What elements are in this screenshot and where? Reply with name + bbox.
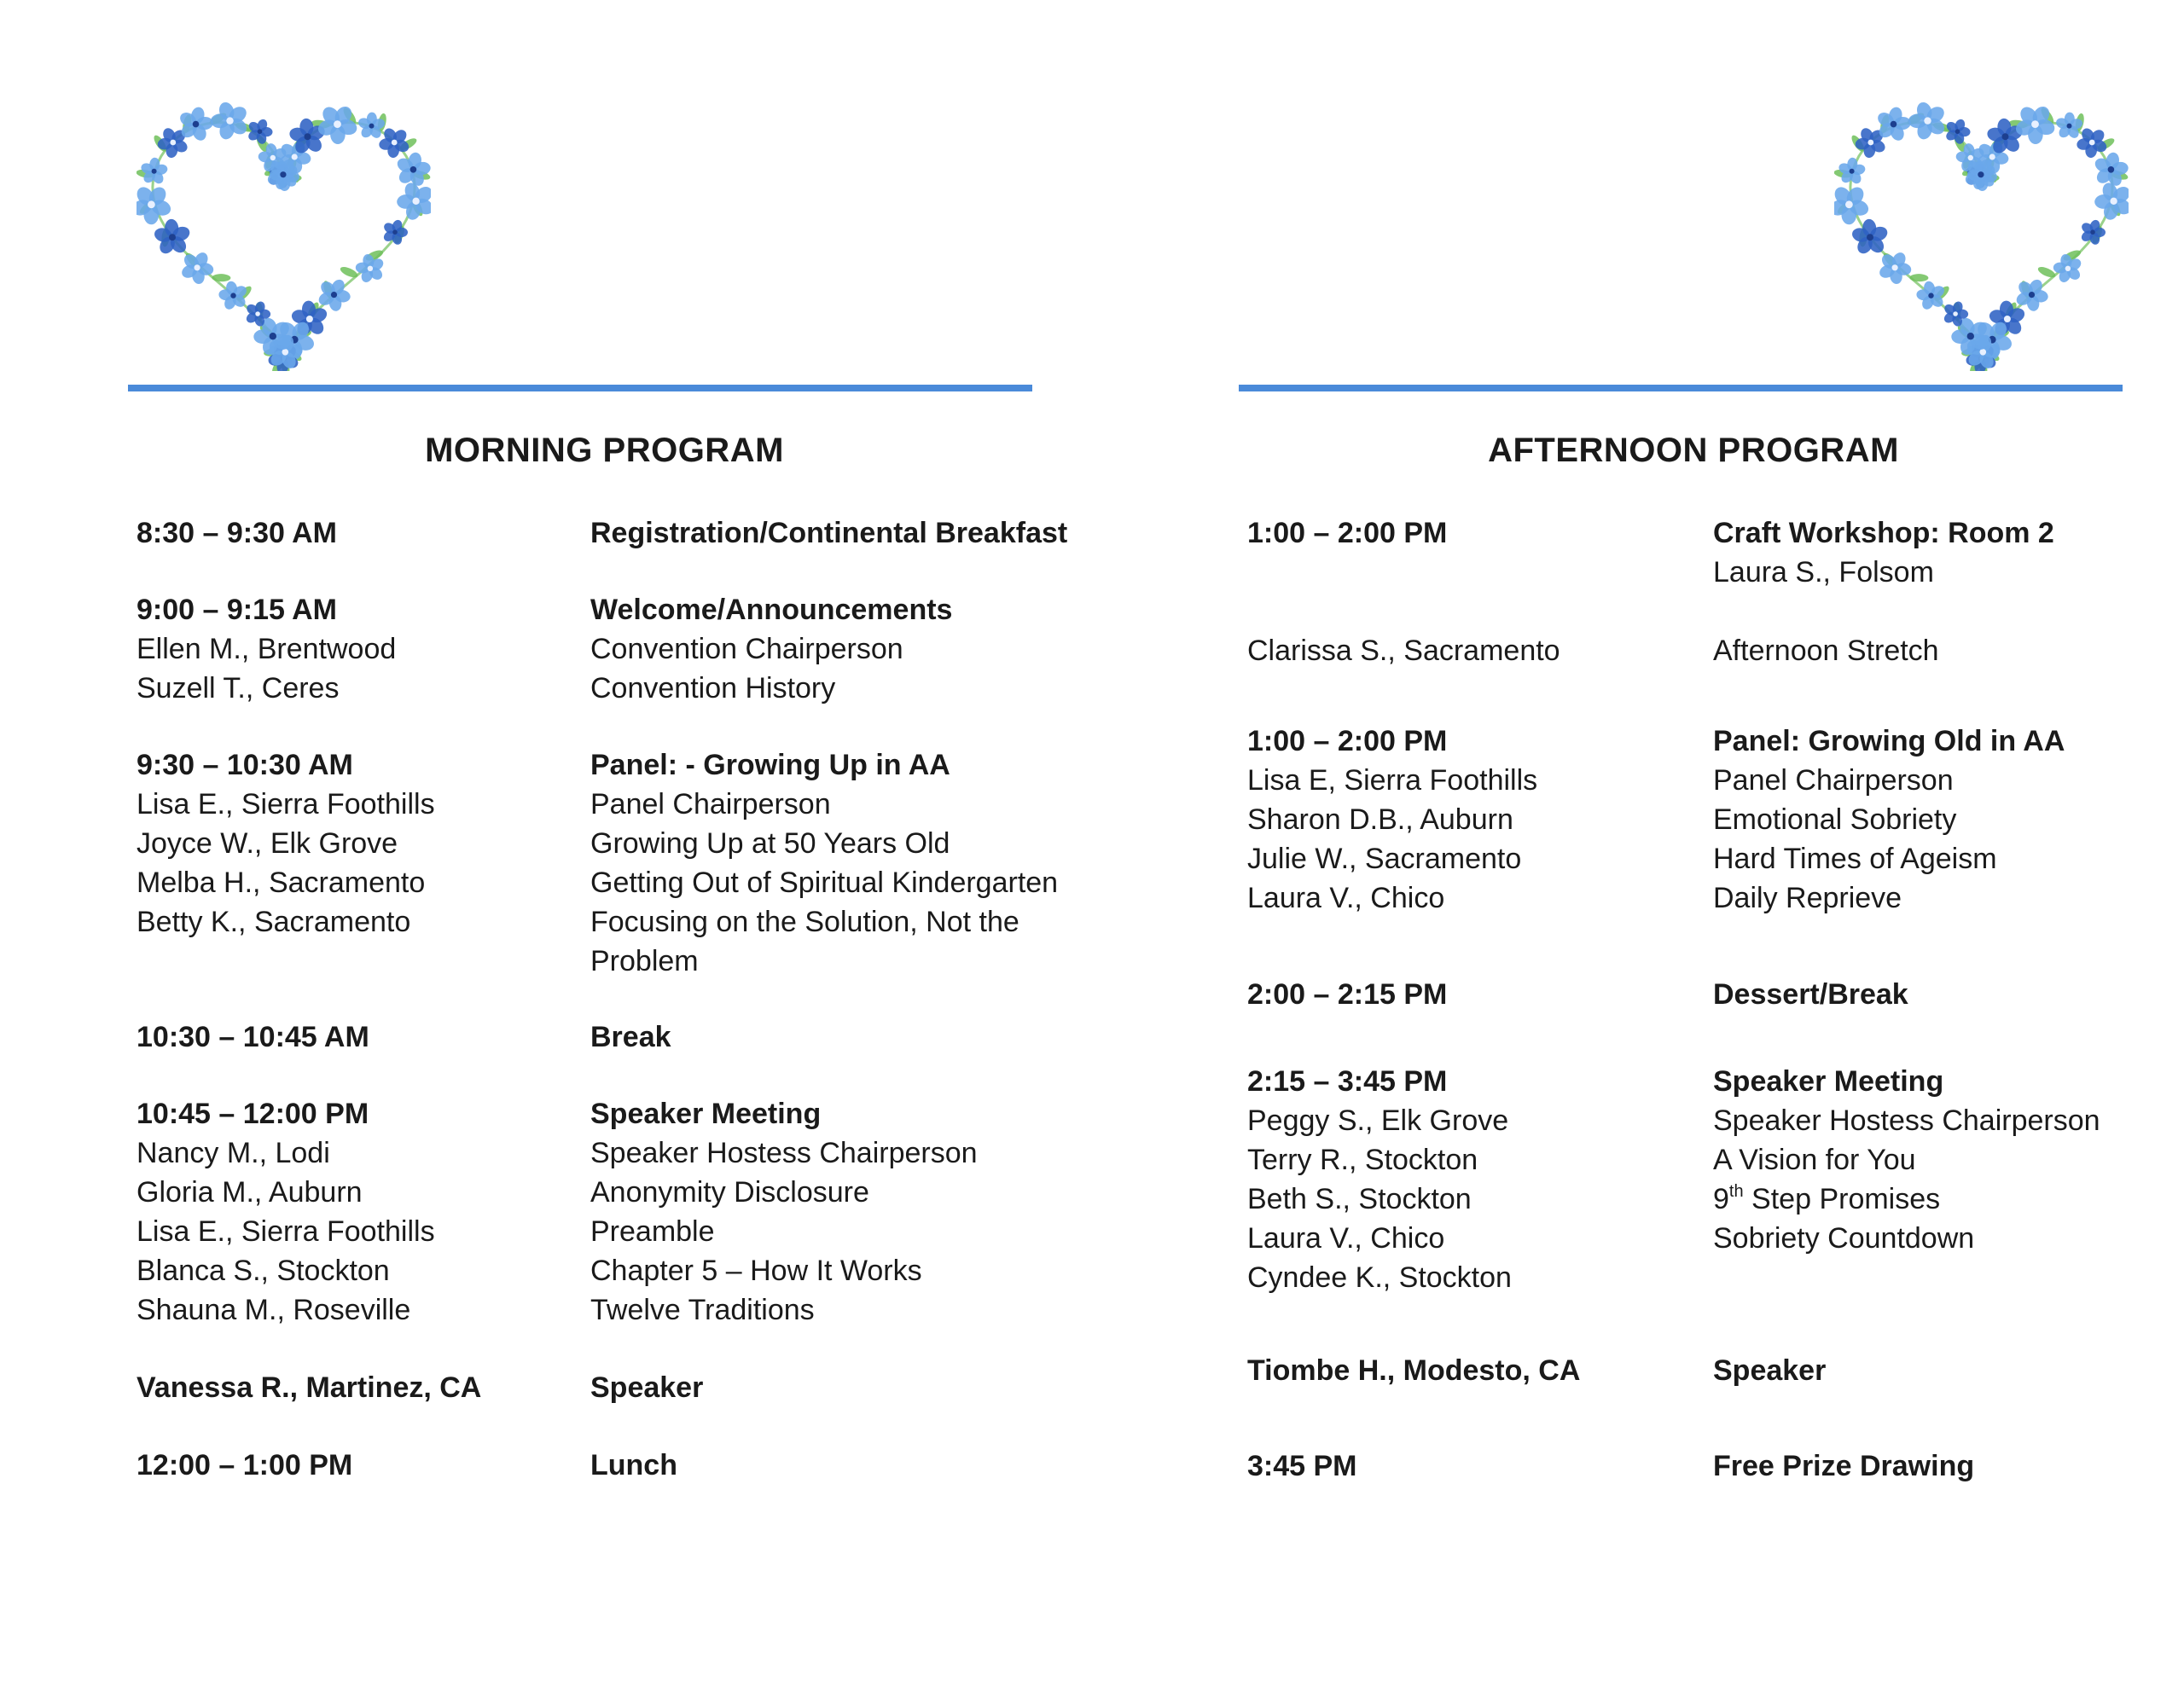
line-text: Craft Workshop: Room 2 bbox=[1713, 517, 2054, 549]
morning-time-or-person bbox=[136, 745, 353, 785]
line-text: Problem bbox=[590, 945, 699, 977]
line-text: Anonymity Disclosure bbox=[590, 1176, 869, 1209]
line-text: 10:30 – 10:45 AM bbox=[136, 1021, 369, 1053]
line-text: Hard Times of Ageism bbox=[1713, 843, 1997, 875]
line-text: Convention Chairperson bbox=[590, 633, 903, 665]
line-text: Beth S., Stockton bbox=[1247, 1183, 1472, 1215]
line-text: Lisa E., Sierra Foothills bbox=[136, 788, 435, 820]
afternoon-time-or-person bbox=[1247, 722, 1447, 761]
morning-session-detail bbox=[590, 513, 1067, 553]
morning-session-detail bbox=[590, 1251, 922, 1290]
line-text: 2:00 – 2:15 PM bbox=[1247, 978, 1448, 1011]
afternoon-session-detail bbox=[1713, 722, 2065, 761]
line-text: Panel: - Growing Up in AA bbox=[590, 749, 950, 781]
line-text: 9:00 – 9:15 AM bbox=[136, 594, 337, 626]
line-text: Shauna M., Roseville bbox=[136, 1294, 411, 1326]
afternoon-time-or-person bbox=[1247, 513, 1447, 553]
line-text: Lisa E., Sierra Foothills bbox=[136, 1215, 435, 1248]
afternoon-session-detail bbox=[1713, 800, 1956, 839]
line-text: Cyndee K., Stockton bbox=[1247, 1261, 1512, 1294]
morning-session-detail bbox=[590, 1094, 821, 1133]
line-text: Welcome/Announcements bbox=[590, 594, 953, 626]
afternoon-session-detail bbox=[1713, 1446, 1974, 1486]
morning-session-detail bbox=[590, 1173, 869, 1212]
morning-time-or-person bbox=[136, 513, 337, 553]
line-text: 3:45 PM bbox=[1247, 1450, 1357, 1482]
floral-heart-wreath-icon bbox=[1834, 90, 2129, 371]
afternoon-time-or-person bbox=[1247, 878, 1444, 918]
line-text: Clarissa S., Sacramento bbox=[1247, 635, 1560, 667]
afternoon-session-detail bbox=[1713, 513, 2054, 553]
morning-time-or-person bbox=[136, 1173, 363, 1212]
afternoon-session-detail bbox=[1713, 839, 1997, 878]
line-text: Chapter 5 – How It Works bbox=[590, 1255, 922, 1287]
morning-session-detail bbox=[590, 902, 1019, 942]
afternoon-time-or-person bbox=[1247, 1101, 1508, 1140]
morning-session-detail bbox=[590, 1290, 815, 1330]
line-text: Sobriety Countdown bbox=[1713, 1222, 1975, 1255]
line-text: Laura S., Folsom bbox=[1713, 556, 1934, 588]
line-text: 9:30 – 10:30 AM bbox=[136, 749, 353, 781]
afternoon-session-detail bbox=[1713, 1101, 2100, 1140]
morning-time-or-person bbox=[136, 669, 339, 708]
line-text: 2:15 – 3:45 PM bbox=[1247, 1065, 1448, 1098]
afternoon-session-detail bbox=[1713, 975, 1908, 1014]
line-text: Speaker bbox=[1713, 1354, 1827, 1387]
ordinal-suffix: th bbox=[1728, 1182, 1744, 1201]
line-text: Speaker Hostess Chairperson bbox=[1713, 1104, 2100, 1137]
morning-time-or-person bbox=[136, 824, 398, 863]
line-text: Peggy S., Elk Grove bbox=[1247, 1104, 1509, 1137]
afternoon-time-or-person bbox=[1247, 839, 1521, 878]
line-text: Laura V., Chico bbox=[1247, 1222, 1445, 1255]
line-text: Daily Reprieve bbox=[1713, 882, 1902, 914]
morning-session-detail bbox=[590, 1017, 671, 1057]
morning-session-detail bbox=[590, 629, 903, 669]
morning-session-detail bbox=[590, 669, 835, 708]
afternoon-session-detail bbox=[1713, 553, 1934, 592]
line-text: Joyce W., Elk Grove bbox=[136, 827, 398, 860]
afternoon-session-detail bbox=[1713, 1219, 1974, 1258]
line-text: Panel Chairperson bbox=[1713, 764, 1954, 797]
morning-session-detail bbox=[590, 942, 699, 981]
morning-time-or-person bbox=[136, 1446, 352, 1485]
afternoon-session-detail bbox=[1713, 1062, 1943, 1101]
line-text: Lisa E, Sierra Foothills bbox=[1247, 764, 1538, 797]
afternoon-session-detail bbox=[1713, 761, 1954, 800]
line-text: Terry R., Stockton bbox=[1247, 1144, 1478, 1176]
morning-session-detail bbox=[590, 785, 831, 824]
line-text: Dessert/Break bbox=[1713, 978, 1908, 1011]
morning-session-detail bbox=[590, 1133, 978, 1173]
line-text: Afternoon Stretch bbox=[1713, 635, 1939, 667]
morning-time-or-person bbox=[136, 629, 396, 669]
line-text: A Vision for You bbox=[1713, 1144, 1916, 1176]
afternoon-session-detail bbox=[1713, 1140, 1916, 1180]
line-text: Laura V., Chico bbox=[1247, 882, 1445, 914]
afternoon-session-detail bbox=[1713, 1180, 1940, 1219]
line-text: Getting Out of Spiritual Kindergarten bbox=[590, 867, 1059, 899]
line-text: Convention History bbox=[590, 672, 836, 704]
afternoon-time-or-person bbox=[1247, 761, 1537, 800]
line-text: Blanca S., Stockton bbox=[136, 1255, 390, 1287]
section-divider-morning bbox=[128, 385, 1032, 391]
morning-time-or-person bbox=[136, 590, 337, 629]
morning-session-detail bbox=[590, 745, 950, 785]
line-text-rest: Step Promises bbox=[1743, 1183, 1941, 1215]
line-text: Gloria M., Auburn bbox=[136, 1176, 363, 1209]
morning-time-or-person bbox=[136, 1094, 369, 1133]
line-text: Break bbox=[590, 1021, 671, 1053]
line-text: 1:00 – 2:00 PM bbox=[1247, 725, 1448, 757]
afternoon-time-or-person bbox=[1247, 1351, 1580, 1390]
line-text: Panel Chairperson bbox=[590, 788, 831, 820]
afternoon-time-or-person bbox=[1247, 1258, 1512, 1297]
morning-time-or-person bbox=[136, 1212, 435, 1251]
line-text: Tiombe H., Modesto, CA bbox=[1247, 1354, 1581, 1387]
morning-time-or-person bbox=[136, 863, 425, 902]
afternoon-time-or-person bbox=[1247, 631, 1560, 670]
line-text: Sharon D.B., Auburn bbox=[1247, 803, 1513, 836]
line-text: Speaker bbox=[590, 1371, 704, 1404]
line-text: 8:30 – 9:30 AM bbox=[136, 517, 337, 549]
afternoon-time-or-person bbox=[1247, 975, 1447, 1014]
morning-session-detail bbox=[590, 863, 1058, 902]
morning-session-detail bbox=[590, 1446, 677, 1485]
morning-session-detail bbox=[590, 824, 950, 863]
line-text: Speaker Hostess Chairperson bbox=[590, 1137, 978, 1169]
morning-time-or-person bbox=[136, 785, 435, 824]
line-text: Ellen M., Brentwood bbox=[136, 633, 397, 665]
afternoon-session-detail bbox=[1713, 878, 1902, 918]
afternoon-program-title: AFTERNOON PROGRAM bbox=[1488, 432, 1899, 469]
line-text: Panel: Growing Old in AA bbox=[1713, 725, 2065, 757]
line-text: Vanessa R., Martinez, CA bbox=[136, 1371, 482, 1404]
morning-time-or-person bbox=[136, 1017, 369, 1057]
line-text: Suzell T., Ceres bbox=[136, 672, 340, 704]
line-text: 10:45 – 12:00 PM bbox=[136, 1098, 369, 1130]
morning-session-detail bbox=[590, 590, 952, 629]
afternoon-time-or-person bbox=[1247, 800, 1513, 839]
afternoon-time-or-person bbox=[1247, 1062, 1447, 1101]
line-text: Focusing on the Solution, Not the bbox=[590, 906, 1019, 938]
morning-session-detail bbox=[590, 1368, 703, 1407]
line-text: Melba H., Sacramento bbox=[136, 867, 426, 899]
line-text: Emotional Sobriety bbox=[1713, 803, 1957, 836]
line-text: Speaker Meeting bbox=[590, 1098, 822, 1130]
line-text: Registration/Continental Breakfast bbox=[590, 517, 1068, 549]
floral-heart-wreath-icon bbox=[136, 90, 431, 371]
line-text: Twelve Traditions bbox=[590, 1294, 815, 1326]
afternoon-session-detail bbox=[1713, 1351, 1826, 1390]
morning-session-detail bbox=[590, 1212, 715, 1251]
afternoon-time-or-person bbox=[1247, 1446, 1357, 1486]
morning-time-or-person bbox=[136, 1251, 390, 1290]
line-text: 9 bbox=[1713, 1183, 1729, 1215]
morning-time-or-person bbox=[136, 1368, 481, 1407]
morning-time-or-person bbox=[136, 1290, 410, 1330]
line-text: Nancy M., Lodi bbox=[136, 1137, 330, 1169]
morning-time-or-person bbox=[136, 902, 410, 942]
afternoon-session-detail bbox=[1713, 631, 1939, 670]
line-text: Preamble bbox=[590, 1215, 715, 1248]
line-text: Free Prize Drawing bbox=[1713, 1450, 1975, 1482]
line-text: Speaker Meeting bbox=[1713, 1065, 1944, 1098]
line-text: Betty K., Sacramento bbox=[136, 906, 411, 938]
line-text: Julie W., Sacramento bbox=[1247, 843, 1522, 875]
morning-time-or-person bbox=[136, 1133, 330, 1173]
line-text: 12:00 – 1:00 PM bbox=[136, 1449, 353, 1481]
afternoon-time-or-person bbox=[1247, 1180, 1472, 1219]
afternoon-time-or-person bbox=[1247, 1219, 1444, 1258]
section-divider-afternoon bbox=[1239, 385, 2123, 391]
line-text: Lunch bbox=[590, 1449, 677, 1481]
morning-program-title: MORNING PROGRAM bbox=[425, 432, 784, 469]
line-text: Growing Up at 50 Years Old bbox=[590, 827, 950, 860]
line-text: 1:00 – 2:00 PM bbox=[1247, 517, 1448, 549]
afternoon-time-or-person bbox=[1247, 1140, 1478, 1180]
